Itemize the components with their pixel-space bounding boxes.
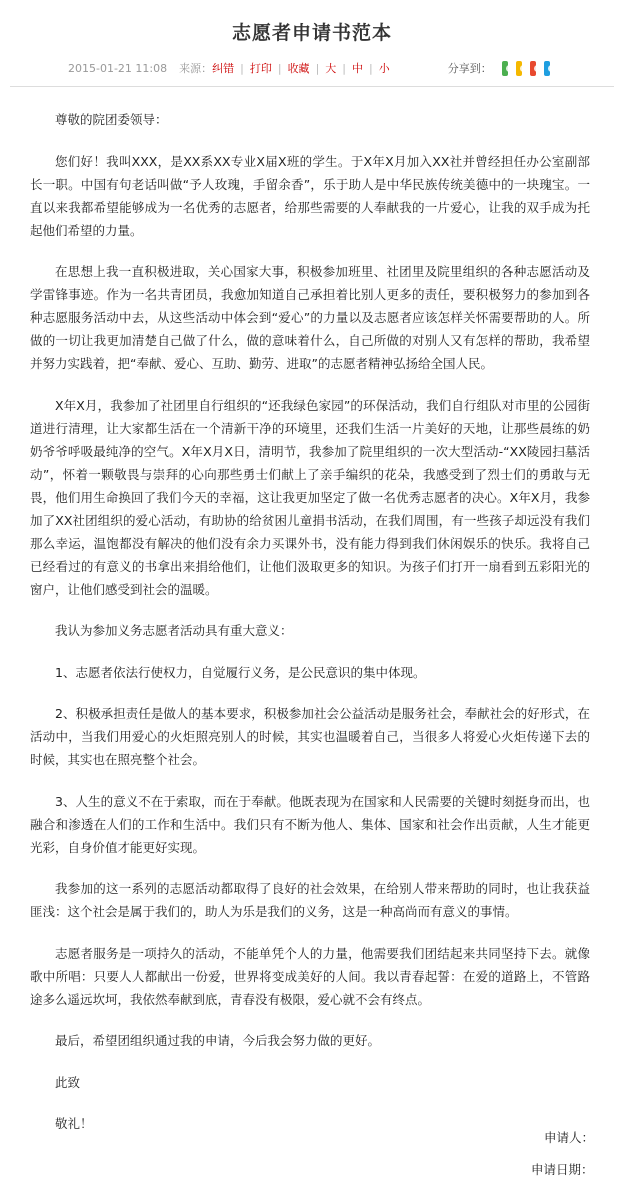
list-item: 2、积极承担责任是做人的基本要求，积极参加社会公益活动是服务社会，奉献社会的好形式，在活动中，当我们用爱心的火炬照亮别人的时候，其实也温暖着自己，当很多人将爱心火炬传递下去的时候，其实也在照亮整个社会。 bbox=[30, 706, 590, 767]
separator: | bbox=[277, 61, 282, 75]
separator: | bbox=[342, 61, 346, 75]
applicant-label: 申请人： bbox=[544, 1130, 595, 1145]
application-date-label: 申请日期： bbox=[531, 1162, 594, 1177]
tencent-weibo-icon[interactable] bbox=[544, 61, 550, 76]
paragraph: 最后，希望团组织通过我的申请，今后我会努力做的更好。 bbox=[55, 1033, 381, 1048]
article-body bbox=[30, 108, 590, 1154]
qzone-icon[interactable] bbox=[516, 61, 522, 76]
favorite-link[interactable]: 收藏 bbox=[287, 62, 310, 75]
list-item: 3、人生的意义不在于索取，而在于奉献。他既表现为在国家和人民需要的关键时刻挺身而出，也融合和渗透在人们的工作和生活中。我们只有不断为他人、集体、国家和社会作出贡献，人生才能更光彩，自身价值才能更好实现。 bbox=[30, 793, 590, 855]
list-item: 1、志愿者依法行使权力，自觉履行义务，是公民意识的集中体现。 bbox=[55, 664, 426, 680]
share-label: 分享到： bbox=[447, 62, 492, 75]
paragraph: 志愿者服务是一项持久的活动，不能单凭个人的力量，他需要我们团结起来共同坚持下去。就像歌中所唱：只要人人都献出一份爱，世界将变成美好的人间。我以青春起誓：在爱的道路上，不管路途多么遥远坎坷，我依然奉献到底，青春没有极限，爱心就不会有终点。 bbox=[30, 945, 590, 1007]
article-meta-bar bbox=[68, 58, 558, 78]
weibo-icon[interactable] bbox=[530, 61, 536, 76]
paragraph: 您们好！我叫XXX，是XX系XX专业X届X班的学生。于X年X月加入XX社并曾经担任办公室副部长一职。中国有句老话叫做“予人玫瑰，手留余香”，乐于助人是中华民族传统美德中的一块瑰宝。一直以来我都希望能够成为一名优秀的志愿者，给那些需要的人奉献我的一片爱心，让我的双手成为托起他们希望的力量。 bbox=[30, 153, 590, 238]
paragraph: 我认为参加义务志愿者活动具有重大意义： bbox=[55, 623, 293, 638]
publish-date: 2015-01-21 11:08 bbox=[68, 61, 168, 75]
page-title: 志愿者申请书范本 bbox=[231, 22, 392, 44]
separator: | bbox=[240, 61, 244, 75]
font-medium-link[interactable]: 中 bbox=[352, 62, 363, 75]
salutation: 尊敬的院团委领导： bbox=[55, 112, 168, 127]
font-large-link[interactable]: 大 bbox=[325, 62, 337, 75]
print-link[interactable]: 打印 bbox=[249, 62, 272, 75]
paragraph: 在思想上我一直积极进取，关心国家大事，积极参加班里、社团里及院里组织的各种志愿活动及学雷锋事迹。作为一名共青团员，我愈加知道自己承担着比别人更多的责任，要积极努力的参加到各种志愿服务活动中去，从这些活动中体会到“爱心”的力量以及志愿者应该怎样关怀需要帮助的人。所做的一切让我更加清楚自己做了什么，做的意味着什么，自己所做的对别人又有怎样的帮助，我希望并努力实践着，把“奉献、爱心、互助、勤劳、进取”的志愿者精神弘扬给全国人民。 bbox=[30, 264, 590, 371]
separator: | bbox=[369, 61, 373, 75]
header-divider bbox=[10, 86, 614, 87]
paragraph: 我参加的这一系列的志愿活动都取得了良好的社会效果，在给别人带来帮助的同时，也让我获益匪浅：这个社会是属于我们的，助人为乐是我们的义务，这是一种高尚而有意义的事情。 bbox=[30, 881, 590, 919]
report-error-link[interactable]: 纠错 bbox=[212, 62, 235, 75]
closing-line: 此致 bbox=[55, 1074, 81, 1090]
paragraph: X年X月，我参加了社团里自行组织的“还我绿色家园”的环保活动，我们自行组队对市里的公园街道进行清理，让大家都生活在一个清新干净的环境里，还我们生活一片美好的天地，让那些晨练的奶奶爷爷呼吸最纯净的空气。X年X月X日，清明节，我参加了院里组织的一次大型活动-“XX陵园扫墓活动”，怀着一颗敬畏与崇拜的心向那些勇士们献上了亲手编织的花朵，我感受到了烈士们的勇敢与无畏，他们用生命换回了我们今天的幸福，这让我更加坚定了做一名优秀志愿者的决心。X年X月，我参加了XX社团组织的爱心活动，有助协的给贫困儿童捐书活动，在我们周围，有一些孩子却远没有我们那么幸运，温饱都没有解决的他们没有余力买课外书，没有能力得到我们休闲娱乐的快乐。我将自己已经看过的有意义的书拿出来捐给他们，让他们汲取更多的知识。为孩子们打开一扇看到五彩阳光的窗户，让他们感受到社会的温暖。 bbox=[30, 397, 590, 597]
separator: | bbox=[315, 61, 320, 75]
closing-salute: 敬礼！ bbox=[55, 1116, 93, 1131]
wechat-icon[interactable] bbox=[502, 61, 508, 76]
source-label: 来源： bbox=[179, 62, 213, 75]
font-small-link[interactable]: 小 bbox=[378, 62, 390, 75]
